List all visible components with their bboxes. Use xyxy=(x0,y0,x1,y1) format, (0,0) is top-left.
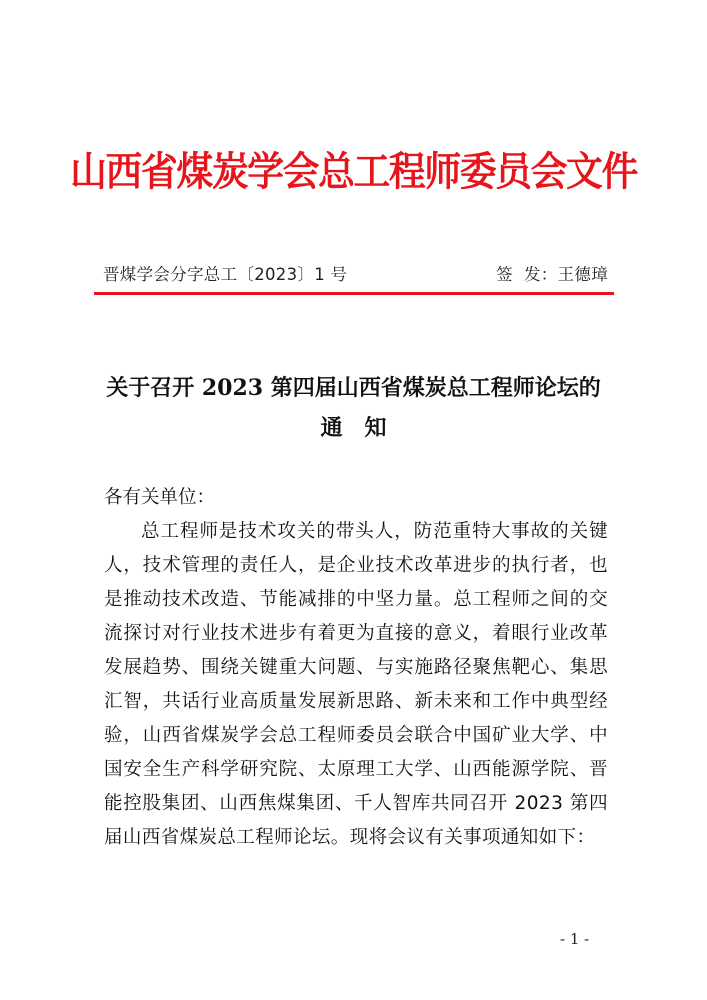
page-number: - 1 - xyxy=(560,930,590,948)
document-meta-line xyxy=(103,262,608,288)
notice-title-line2: 通知 xyxy=(320,415,409,441)
notice-title xyxy=(60,368,647,448)
salutation: 各有关单位： xyxy=(104,487,216,508)
document-header-title: 山西省煤炭学会总工程师委员会文件 xyxy=(70,148,637,195)
body-paragraph: 总工程师是技术攻关的带头人，防范重特大事故的关键人，技术管理的责任人，是企业技术改革进步的执行者，也是推动技术改造、节能减排的中坚力量。总工程师之间的交流探讨对行业技术进步有着更为直接的意义，着眼行业改革发展趋势、围绕关键重大问题、与实施路径聚焦靶心、集思汇智，共话行业高质量发展新思路、新未来和工作中典型经验，山西省煤炭学会总工程师委员会联合中国矿业大学、中国安全生产科学研究院、太原理工大学、山西能源学院、晋能控股集团、山西焦煤集团、千人智库共同召开 2023 第四届山西省煤炭总工程师论坛。现将会议有关事项通知如下： xyxy=(104,521,608,848)
document-signer: 签 发：王德璋 xyxy=(496,265,608,284)
header-red-divider xyxy=(94,292,614,295)
notice-title-line1: 关于召开 2023 第四届山西省煤炭总工程师论坛的 xyxy=(106,375,601,401)
document-number: 晋煤学会分字总工〔2023〕1 号 xyxy=(103,265,348,284)
